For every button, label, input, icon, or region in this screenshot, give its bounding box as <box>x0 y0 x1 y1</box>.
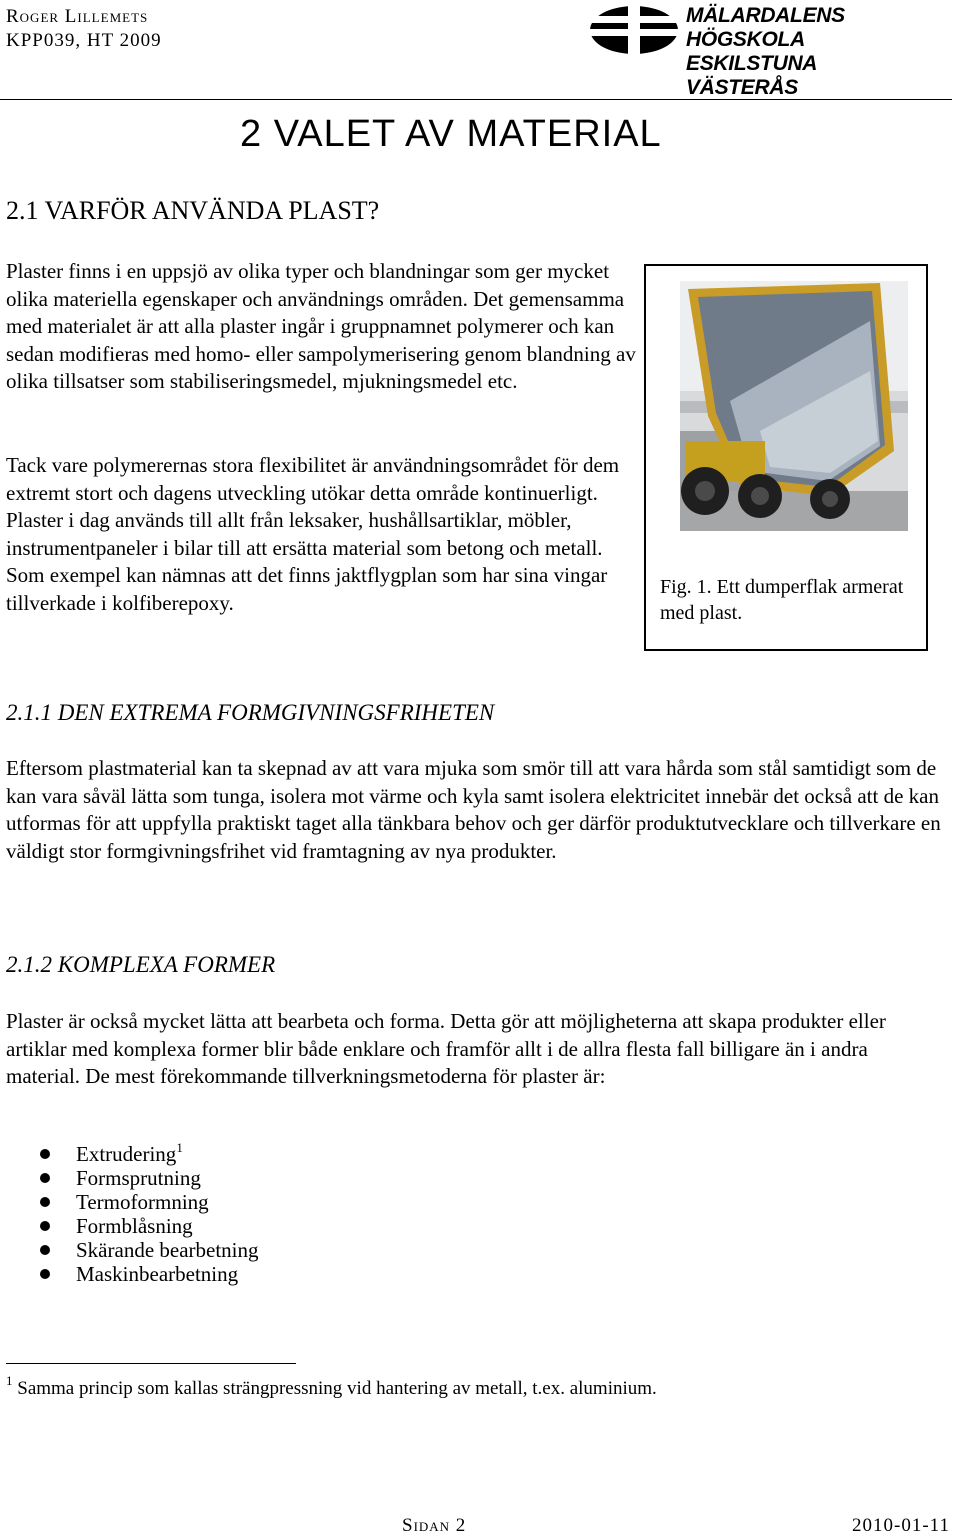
bullet-icon <box>40 1149 50 1159</box>
subsection-1-paragraph: Eftersom plastmaterial kan ta skepnad av att vara mjuka som smör till att vara hårda som stål samtidigt som de kan vara såväl lätta som tunga, isolera mot värme och kyla samt isolera elektricitet innebär det också att de kan utformas för att uppfylla praktiskt taget alla tänkbara behov och ger därför produktutvecklare och tillverkare en väldigt stor formgivningsfrihet vid framtagning av nya produkter. <box>6 756 941 863</box>
header-author: Roger Lillemets <box>6 6 149 27</box>
subsection-1-title: 2.1.1 DEN EXTREMA FORMGIVNINGSFRIHETEN <box>6 700 495 725</box>
footnote-reference[interactable]: 1 <box>176 1140 183 1155</box>
section-paragraph-1: Plaster finns i en uppsjö av olika typer och blandningar som ger mycket olika materiella egenskaper och användnings områden. Det gemensamma med materialet är att alla plaster ingår i gruppnamnet polymerer och kan sedan modifieras med homo- eller sampolymerisering genom blandning av olika tillsatser som stabiliseringsmedel, mjukningsmedel etc. <box>6 259 636 394</box>
manufacturing-methods-list <box>40 1142 259 1286</box>
list-item-label: Termoformning <box>76 1190 209 1214</box>
list-item <box>40 1214 259 1238</box>
footnote-divider <box>6 1363 296 1364</box>
dump-truck-photo <box>680 281 908 531</box>
footer-date: 2010-01-11 <box>852 1515 950 1536</box>
subsection-2-paragraph: Plaster är också mycket lätta att bearbeta och forma. Detta gör att möjligheterna att skapa produkter eller artiklar med komplexa former blir både enklare och framför allt i de allra flesta fall billigare än i andra material. De mest förekommande tillverkningsmetoderna för plaster är: <box>6 1009 886 1089</box>
list-item <box>40 1262 259 1286</box>
chapter-title: 2 VALET AV MATERIAL <box>240 113 662 155</box>
bullet-icon <box>40 1245 50 1255</box>
list-item <box>40 1142 259 1166</box>
list-item-label: Maskinbearbetning <box>76 1262 239 1286</box>
university-logo <box>584 2 902 99</box>
logo-text-line-2: ESKILSTUNA VÄSTERÅS <box>686 52 817 99</box>
list-item-label: Extrudering <box>76 1142 177 1166</box>
bullet-icon <box>40 1173 50 1183</box>
subsection-2-title: 2.1.2 KOMPLEXA FORMER <box>6 952 276 977</box>
section-title: 2.1 VARFÖR ANVÄNDA PLAST? <box>6 196 380 225</box>
bullet-icon <box>40 1197 50 1207</box>
list-item <box>40 1190 259 1214</box>
list-item <box>40 1238 259 1262</box>
footnote-text: Samma princip som kallas strängpressning vid hantering av metall, t.ex. aluminium. <box>12 1378 657 1399</box>
section-paragraph-2: Tack vare polymerernas stora flexibilitet är användningsområdet för dem extremt stort och dagens utveckling utökar detta område kontinuerligt. Plaster i dag används till allt från leksaker, hushållsartiklar, möbler, instrumentpaneler i bilar till att ersätta material som betong och metall. Som exempel kan nämnas att det finns jaktflygplan som har sina vingar tillverkade i kolfiberepoxy. <box>6 453 620 615</box>
header-course: KPP039, HT 2009 <box>6 30 162 51</box>
list-item <box>40 1166 259 1190</box>
figure-box <box>644 264 928 651</box>
list-item-label: Formblåsning <box>76 1214 193 1238</box>
footnote-number: 1 <box>6 1373 13 1388</box>
logo-text-line-1: MÄLARDALENS HÖGSKOLA <box>686 4 845 51</box>
bullet-icon <box>40 1221 50 1231</box>
bullet-icon <box>40 1269 50 1279</box>
list-item-label: Formsprutning <box>76 1166 201 1190</box>
page-number: Sidan 2 <box>402 1515 467 1536</box>
figure-caption: Fig. 1. Ett dumperflak armerat med plast. <box>660 576 904 624</box>
list-item-label: Skärande bearbetning <box>76 1238 259 1262</box>
logo-emblem-icon <box>584 2 684 58</box>
header-divider <box>0 99 952 100</box>
footnote <box>6 1373 657 1400</box>
